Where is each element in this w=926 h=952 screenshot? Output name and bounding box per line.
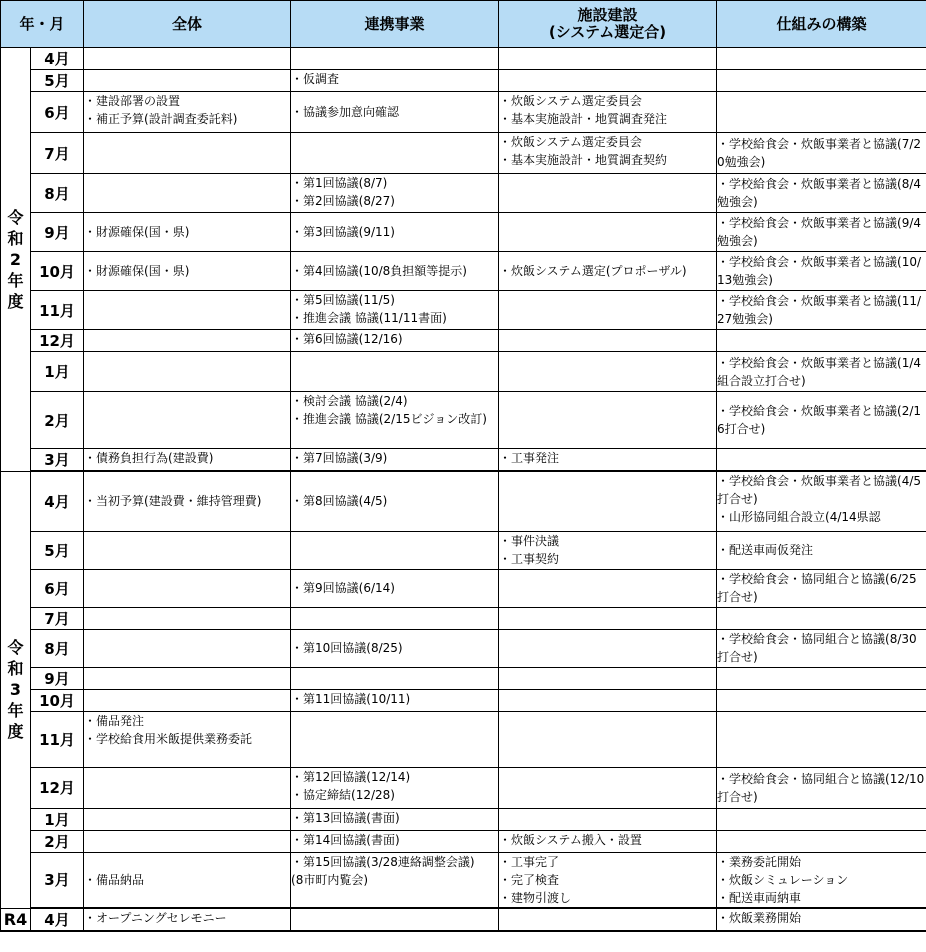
cell-entry: ・学校給食会・炊飯事業者と協議(1/4組合設立打合せ)	[717, 355, 922, 388]
schedule-row	[1, 392, 926, 449]
cell-entry: (8市町内覧会)	[291, 872, 369, 887]
month-label: 4月	[31, 908, 84, 931]
cell-entry: ・オープニングセレモニー	[84, 911, 227, 925]
cell-entry: ・学校給食用米飯提供業務委託	[84, 731, 253, 746]
cell-entry: ・学校給食会・炊飯事業者と協議(11/27勉強会)	[717, 294, 922, 326]
month-label: 10月	[31, 689, 84, 711]
cell-overall	[84, 808, 291, 830]
cell-cooperation	[291, 830, 499, 852]
schedule-row	[1, 852, 926, 908]
month-label: 1月	[31, 808, 84, 830]
schedule-row	[1, 531, 926, 569]
month-label: 10月	[31, 252, 84, 291]
cell-mechanism	[717, 689, 926, 711]
cell-entry: ・建物引渡し	[499, 890, 572, 905]
cell-mechanism	[717, 471, 926, 531]
cell-entry: ・事件決議	[499, 533, 560, 548]
cell-cooperation	[291, 531, 499, 569]
cell-cooperation	[291, 449, 499, 472]
cell-entry: ・第4回協議(10/8負担額等提示)	[291, 264, 467, 278]
cell-mechanism	[717, 852, 926, 908]
month-label: 3月	[31, 449, 84, 472]
cell-facility	[499, 352, 717, 392]
cell-cooperation	[291, 767, 499, 808]
cell-entry: ・第14回協議(書面)	[291, 832, 400, 847]
cell-cooperation	[291, 174, 499, 213]
cell-mechanism	[717, 607, 926, 629]
cell-facility	[499, 667, 717, 689]
schedule-row	[1, 213, 926, 252]
cell-cooperation	[291, 252, 499, 291]
cell-mechanism	[717, 252, 926, 291]
cell-cooperation	[291, 629, 499, 667]
schedule-row	[1, 352, 926, 392]
schedule-row	[1, 667, 926, 689]
cell-entry: ・炊飯システム選定(プロポーザル)	[499, 264, 687, 278]
cell-facility	[499, 133, 717, 174]
month-label: 7月	[31, 133, 84, 174]
cell-entry: ・備品発注	[84, 713, 145, 728]
cell-mechanism	[717, 569, 926, 607]
cell-entry: ・第7回協議(3/9)	[291, 451, 388, 465]
cell-entry: ・第3回協議(9/11)	[291, 225, 395, 239]
month-label: 7月	[31, 607, 84, 629]
fiscal-year-r2: 令 和 2 年 度	[1, 48, 31, 472]
cell-facility	[499, 607, 717, 629]
schedule-row	[1, 569, 926, 607]
cell-mechanism	[717, 133, 926, 174]
month-label: 4月	[31, 471, 84, 531]
cell-entry: ・第11回協議(10/11)	[291, 691, 411, 706]
cell-facility	[499, 330, 717, 352]
cell-mechanism	[717, 291, 926, 330]
cell-overall	[84, 449, 291, 472]
cell-entry: ・建設部署の設置	[84, 94, 181, 108]
schedule-row	[1, 330, 926, 352]
cell-overall	[84, 174, 291, 213]
cell-facility	[499, 852, 717, 908]
cell-entry: ・学校給食会・炊飯事業者と協議(10/13勉強会)	[717, 255, 922, 287]
cell-mechanism	[717, 213, 926, 252]
cell-facility	[499, 213, 717, 252]
fiscal-year-r4: R4	[1, 908, 31, 931]
cell-entry: ・工事発注	[499, 451, 560, 465]
cell-facility	[499, 174, 717, 213]
cell-cooperation	[291, 808, 499, 830]
schedule-row	[1, 767, 926, 808]
month-label: 2月	[31, 392, 84, 449]
cell-mechanism	[717, 352, 926, 392]
cell-entry: ・補正予算(設計調査委託料)	[84, 112, 238, 126]
cell-overall	[84, 767, 291, 808]
schedule-row	[1, 133, 926, 174]
cell-entry: ・第2回協議(8/27)	[291, 194, 395, 208]
cell-mechanism	[717, 531, 926, 569]
cell-entry: ・学校給食会・炊飯事業者と協議(8/4勉強会)	[717, 177, 922, 209]
cell-entry: ・炊飯システム選定委員会	[499, 94, 642, 108]
cell-mechanism	[717, 392, 926, 449]
cell-entry: ・配送車両納車	[717, 890, 802, 905]
cell-overall	[84, 667, 291, 689]
month-label: 11月	[31, 291, 84, 330]
schedule-row	[1, 291, 926, 330]
cell-overall	[84, 252, 291, 291]
cell-overall	[84, 531, 291, 569]
cell-facility	[499, 808, 717, 830]
cell-facility	[499, 908, 717, 931]
cell-cooperation	[291, 471, 499, 531]
cell-entry: ・第6回協議(12/16)	[291, 332, 403, 346]
cell-entry: ・当初予算(建設費・維持管理費)	[84, 494, 262, 509]
month-label: 12月	[31, 767, 84, 808]
cell-facility	[499, 48, 717, 70]
cell-facility	[499, 471, 717, 531]
month-label: 5月	[31, 70, 84, 92]
cell-entry: ・学校給食会・炊飯事業者と協議(4/5打合せ)	[717, 474, 922, 506]
cell-entry: ・学校給食会・協同組合と協議(12/10打合せ)	[717, 771, 925, 804]
month-label: 2月	[31, 830, 84, 852]
cell-entry: ・第9回協議(6/14)	[291, 581, 395, 595]
cell-entry: ・債務負担行為(建設費)	[84, 451, 214, 465]
cell-facility	[499, 830, 717, 852]
month-label: 5月	[31, 531, 84, 569]
cell-entry: ・第10回協議(8/25)	[291, 641, 403, 655]
cell-mechanism	[717, 629, 926, 667]
cell-facility	[499, 531, 717, 569]
cell-entry: ・配送車両仮発注	[717, 543, 814, 557]
cell-entry: ・基本実施設計・地質調査発注	[499, 112, 668, 126]
cell-cooperation	[291, 213, 499, 252]
cell-mechanism	[717, 667, 926, 689]
cell-mechanism	[717, 830, 926, 852]
cell-entry: ・学校給食会・炊飯事業者と協議(9/4勉強会)	[717, 216, 922, 248]
cell-entry: ・財源確保(国・県)	[84, 264, 190, 278]
cell-overall	[84, 607, 291, 629]
schedule-row	[1, 70, 926, 92]
schedule-row	[1, 607, 926, 629]
cell-entry: ・検討会議 協議(2/4)	[291, 394, 408, 408]
cell-mechanism	[717, 808, 926, 830]
cell-facility	[499, 92, 717, 133]
cell-overall	[84, 213, 291, 252]
cell-overall	[84, 133, 291, 174]
cell-entry: ・第5回協議(11/5)	[291, 293, 395, 307]
cell-facility	[499, 392, 717, 449]
cell-entry: ・学校給食会・炊飯事業者と協議(7/20勉強会)	[717, 137, 922, 169]
cell-mechanism	[717, 174, 926, 213]
cell-overall	[84, 392, 291, 449]
cell-overall	[84, 852, 291, 908]
month-label: 9月	[31, 213, 84, 252]
schedule-row	[1, 808, 926, 830]
cell-entry: ・第15回協議(3/28連絡調整会議)	[291, 854, 475, 869]
month-label: 3月	[31, 852, 84, 908]
month-label: 9月	[31, 667, 84, 689]
schedule-row	[1, 629, 926, 667]
cell-entry: ・工事完了	[499, 854, 560, 869]
cell-cooperation	[291, 908, 499, 931]
cell-entry: ・第1回協議(8/7)	[291, 176, 388, 190]
month-label: 11月	[31, 711, 84, 767]
cell-overall	[84, 92, 291, 133]
cell-cooperation	[291, 569, 499, 607]
header-cooperation: 連携事業	[291, 1, 499, 48]
cell-entry: ・推進会議 協議(2/15ビジョン改訂)	[291, 412, 487, 426]
cell-facility	[499, 689, 717, 711]
cell-cooperation	[291, 689, 499, 711]
cell-cooperation	[291, 133, 499, 174]
cell-overall	[84, 471, 291, 531]
cell-mechanism	[717, 48, 926, 70]
cell-cooperation	[291, 291, 499, 330]
cell-cooperation	[291, 607, 499, 629]
header-overall: 全体	[84, 1, 291, 48]
cell-entry: ・炊飯システム選定委員会	[499, 135, 642, 149]
cell-entry: ・工事契約	[499, 551, 560, 566]
cell-overall	[84, 352, 291, 392]
cell-entry: ・第8回協議(4/5)	[291, 494, 388, 509]
cell-overall	[84, 569, 291, 607]
schedule-row	[1, 449, 926, 472]
month-label: 6月	[31, 569, 84, 607]
cell-facility	[499, 629, 717, 667]
cell-facility	[499, 70, 717, 92]
cell-mechanism	[717, 908, 926, 931]
month-label: 4月	[31, 48, 84, 70]
cell-entry: ・学校給食会・協同組合と協議(6/25打合せ)	[717, 572, 917, 604]
header-mechanism: 仕組みの構築	[717, 1, 926, 48]
cell-overall	[84, 330, 291, 352]
schedule-row	[1, 689, 926, 711]
cell-entry: ・協定締結(12/28)	[291, 787, 395, 802]
cell-cooperation	[291, 92, 499, 133]
cell-entry: ・炊飯業務開始	[717, 911, 802, 925]
header-year-month: 年・月	[1, 1, 84, 48]
cell-mechanism	[717, 70, 926, 92]
month-label: 8月	[31, 629, 84, 667]
cell-cooperation	[291, 392, 499, 449]
cell-cooperation	[291, 667, 499, 689]
cell-cooperation	[291, 70, 499, 92]
cell-facility	[499, 711, 717, 767]
cell-entry: ・財源確保(国・県)	[84, 225, 190, 239]
cell-entry: ・仮調査	[291, 72, 340, 86]
cell-facility	[499, 449, 717, 472]
cell-entry: ・協議参加意向確認	[291, 105, 400, 119]
schedule-row	[1, 92, 926, 133]
cell-mechanism	[717, 330, 926, 352]
cell-cooperation	[291, 352, 499, 392]
schedule-row	[1, 908, 926, 931]
cell-entry: ・備品納品	[84, 872, 145, 887]
cell-facility	[499, 252, 717, 291]
cell-overall	[84, 70, 291, 92]
cell-entry: ・推進会議 協議(11/11書面)	[291, 311, 447, 325]
cell-cooperation	[291, 852, 499, 908]
cell-overall	[84, 908, 291, 931]
cell-overall	[84, 711, 291, 767]
month-label: 12月	[31, 330, 84, 352]
fiscal-year-r3: 令 和 3 年 度	[1, 471, 31, 908]
month-label: 8月	[31, 174, 84, 213]
month-label: 6月	[31, 92, 84, 133]
cell-entry: ・炊飯システム搬入・設置	[499, 832, 642, 847]
cell-mechanism	[717, 449, 926, 472]
cell-cooperation	[291, 711, 499, 767]
cell-facility	[499, 569, 717, 607]
cell-cooperation	[291, 48, 499, 70]
cell-facility	[499, 291, 717, 330]
schedule-row	[1, 830, 926, 852]
cell-cooperation	[291, 330, 499, 352]
schedule-row	[1, 252, 926, 291]
schedule-body	[1, 48, 926, 932]
cell-entry: ・学校給食会・炊飯事業者と協議(2/16打合せ)	[717, 404, 922, 436]
cell-overall	[84, 689, 291, 711]
month-label: 1月	[31, 352, 84, 392]
schedule-row	[1, 711, 926, 767]
cell-overall	[84, 291, 291, 330]
schedule-row	[1, 174, 926, 213]
cell-entry: ・山形協同組合設立(4/14県認	[717, 510, 881, 524]
cell-entry: ・学校給食会・協同組合と協議(8/30打合せ)	[717, 632, 917, 664]
cell-entry: ・炊飯シミュレーション	[717, 872, 849, 887]
cell-mechanism	[717, 711, 926, 767]
cell-overall	[84, 830, 291, 852]
cell-overall	[84, 629, 291, 667]
header-facility: 施設建設 (システム選定合)	[499, 1, 717, 48]
cell-entry: ・完了検査	[499, 872, 560, 887]
cell-mechanism	[717, 767, 926, 808]
cell-entry: ・業務委託開始	[717, 854, 802, 869]
cell-mechanism	[717, 92, 926, 133]
cell-entry: ・第13回協議(書面)	[291, 810, 400, 825]
cell-overall	[84, 48, 291, 70]
cell-entry: ・基本実施設計・地質調査契約	[499, 153, 668, 167]
schedule-row	[1, 48, 926, 70]
cell-entry: ・第12回協議(12/14)	[291, 769, 411, 784]
schedule-row	[1, 471, 926, 531]
cell-facility	[499, 767, 717, 808]
